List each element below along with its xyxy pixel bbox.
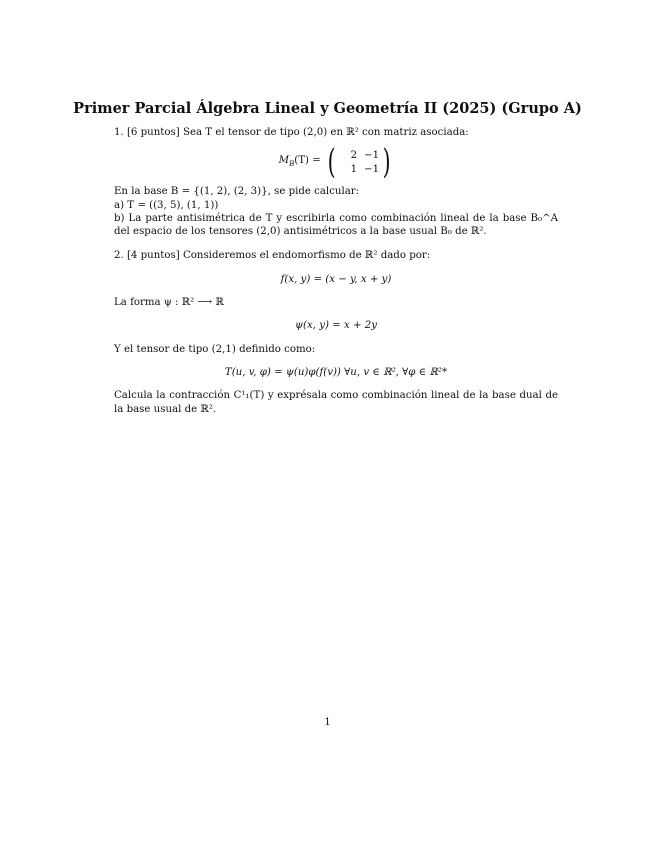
problem1-base-line: En la base B = {(1, 2), (2, 3)}, se pide calcular:	[114, 186, 360, 198]
problem1-intro: 1. [6 puntos] Sea T el tensor de tipo (2,0) en ℝ² con matriz asociada:	[114, 127, 469, 138]
problem1-part-a: a) T = ((3, 5), (1, 1))	[114, 199, 219, 211]
forma-line: La forma ψ : ℝ² ⟶ ℝ	[114, 297, 224, 309]
matrix-cell: 1	[350, 163, 358, 175]
page-number: 1	[324, 717, 331, 728]
matrix-cell: 2	[350, 149, 358, 161]
matrix-lhs-subscript: B	[289, 159, 295, 168]
matrix	[339, 149, 379, 177]
exam-content	[114, 126, 558, 416]
problem1-part-b: b) La parte antisimétrica de T y escribirla como combinación lineal de la base B₀^A del espacio de los tensores (2,0) antisimétricos a la base usual B₀ de ℝ².	[114, 212, 558, 238]
left-paren: (	[327, 142, 336, 183]
page-title: Primer Parcial Álgebra Lineal y Geometría II (2025) (Grupo A)	[73, 100, 582, 117]
matrix-cell: −1	[364, 149, 380, 161]
f-definition: f(x, y) = (x − y, x + y)	[280, 273, 392, 285]
matrix-lhs-symbol: M	[278, 154, 290, 166]
tensor-line: Y el tensor de tipo (2,1) definido como:	[114, 343, 316, 355]
right-paren: )	[382, 142, 391, 183]
psi-definition: ψ(x, y) = x + 2y	[295, 320, 377, 332]
matrix-lhs	[279, 154, 321, 171]
problem2-intro: 2. [4 puntos] Consideremos el endomorfismo de ℝ² dado por:	[114, 250, 431, 262]
tensor-definition: T(u, v, φ) = ψ(u)φ(f(v)) ∀u, v ∈ ℝ², ∀φ ∈ ℝ²*	[224, 366, 448, 378]
matrix-equation	[114, 142, 558, 183]
matrix-cell: −1	[364, 163, 380, 175]
problem2-final: Calcula la contracción C¹₁(T) y exprésala como combinación lineal de la base dual de la base usual de ℝ².	[114, 390, 558, 415]
matrix-lhs-rest: (T) =	[294, 154, 321, 166]
